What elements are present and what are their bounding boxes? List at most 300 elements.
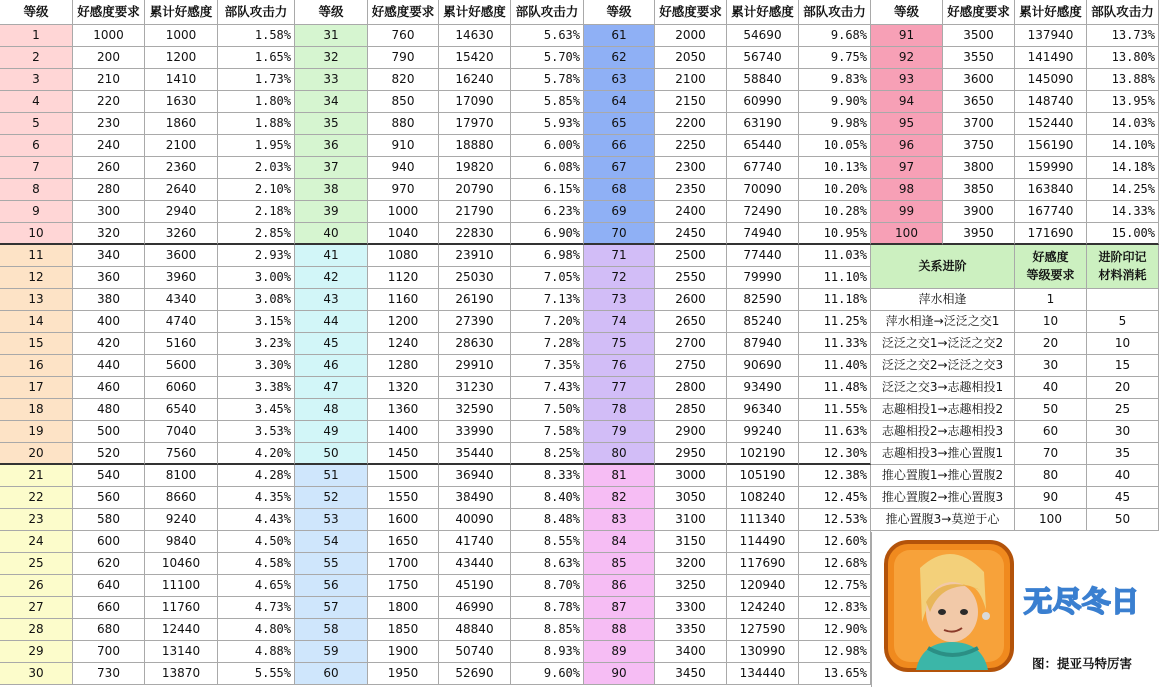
attack-cell: 2.03% (218, 157, 295, 179)
relation-material: 15 (1087, 355, 1159, 377)
affinity-req-cell: 2900 (655, 421, 727, 443)
header-cum-affinity: 累计好感度 (1015, 0, 1087, 25)
cum-affinity-cell: 58840 (727, 69, 799, 91)
cum-affinity-cell: 6540 (145, 399, 218, 421)
affinity-req-cell: 2500 (655, 245, 727, 267)
level-cell: 96 (871, 135, 943, 157)
level-cell: 63 (584, 69, 655, 91)
level-cell: 10 (0, 223, 73, 245)
level-cell: 69 (584, 201, 655, 223)
header-attack: 部队攻击力 (511, 0, 584, 25)
affinity-req-cell: 2600 (655, 289, 727, 311)
level-cell: 24 (0, 531, 73, 553)
affinity-req-cell: 680 (73, 619, 145, 641)
cum-affinity-cell: 70090 (727, 179, 799, 201)
level-cell: 38 (295, 179, 368, 201)
affinity-req-cell: 2050 (655, 47, 727, 69)
header-cum-affinity: 累计好感度 (727, 0, 799, 25)
level-cell: 35 (295, 113, 368, 135)
cum-affinity-cell: 9840 (145, 531, 218, 553)
attack-cell: 10.95% (799, 223, 871, 245)
attack-cell: 6.90% (511, 223, 584, 245)
affinity-req-cell: 1400 (368, 421, 439, 443)
cum-affinity-cell: 105190 (727, 465, 799, 487)
relation-level-req: 20 (1015, 333, 1087, 355)
affinity-req-cell: 1550 (368, 487, 439, 509)
cum-affinity-cell: 72490 (727, 201, 799, 223)
cum-affinity-cell: 74940 (727, 223, 799, 245)
affinity-req-cell: 2700 (655, 333, 727, 355)
level-cell: 15 (0, 333, 73, 355)
level-cell: 6 (0, 135, 73, 157)
relation-stage: 泛泛之交2→泛泛之交3 (871, 355, 1015, 377)
header-cum-affinity: 累计好感度 (439, 0, 511, 25)
cum-affinity-cell: 12440 (145, 619, 218, 641)
cum-affinity-cell: 36940 (439, 465, 511, 487)
level-cell: 71 (584, 245, 655, 267)
attack-cell: 11.63% (799, 421, 871, 443)
level-cell: 78 (584, 399, 655, 421)
affinity-req-cell: 520 (73, 443, 145, 465)
attack-cell: 12.38% (799, 465, 871, 487)
level-cell: 70 (584, 223, 655, 245)
attack-cell: 10.13% (799, 157, 871, 179)
affinity-req-cell: 1450 (368, 443, 439, 465)
cum-affinity-cell: 67740 (727, 157, 799, 179)
relation-stage: 泛泛之交1→泛泛之交2 (871, 333, 1015, 355)
relation-header-line: 材料消耗 (1098, 268, 1147, 282)
affinity-req-cell: 3600 (943, 69, 1015, 91)
relation-level-req: 60 (1015, 421, 1087, 443)
affinity-req-cell: 2450 (655, 223, 727, 245)
relation-stage: 志趣相投3→推心置腹1 (871, 443, 1015, 465)
level-cell: 80 (584, 443, 655, 465)
affinity-req-cell: 3650 (943, 91, 1015, 113)
attack-cell: 5.85% (511, 91, 584, 113)
attack-cell: 8.70% (511, 575, 584, 597)
cum-affinity-cell: 7040 (145, 421, 218, 443)
cum-affinity-cell: 27390 (439, 311, 511, 333)
cum-affinity-cell: 102190 (727, 443, 799, 465)
level-cell: 9 (0, 201, 73, 223)
attack-cell: 12.53% (799, 509, 871, 531)
cum-affinity-cell: 40090 (439, 509, 511, 531)
affinity-req-cell: 3550 (943, 47, 1015, 69)
level-cell: 12 (0, 267, 73, 289)
cum-affinity-cell: 43440 (439, 553, 511, 575)
attack-cell: 9.83% (799, 69, 871, 91)
affinity-req-cell: 3400 (655, 641, 727, 663)
relation-stage: 推心置腹3→莫逆于心 (871, 509, 1015, 531)
level-cell: 65 (584, 113, 655, 135)
attack-cell: 4.88% (218, 641, 295, 663)
level-cell: 84 (584, 531, 655, 553)
attack-cell: 3.53% (218, 421, 295, 443)
cum-affinity-cell: 56740 (727, 47, 799, 69)
attack-cell: 12.45% (799, 487, 871, 509)
affinity-req-cell: 280 (73, 179, 145, 201)
level-cell: 3 (0, 69, 73, 91)
cum-affinity-cell: 22830 (439, 223, 511, 245)
level-cell: 99 (871, 201, 943, 223)
cum-affinity-cell: 13140 (145, 641, 218, 663)
level-cell: 92 (871, 47, 943, 69)
attack-cell: 15.00% (1087, 223, 1159, 245)
cum-affinity-cell: 4340 (145, 289, 218, 311)
attack-cell: 11.48% (799, 377, 871, 399)
affinity-req-cell: 1040 (368, 223, 439, 245)
cum-affinity-cell: 23910 (439, 245, 511, 267)
cum-affinity-cell: 33990 (439, 421, 511, 443)
attack-cell: 9.60% (511, 663, 584, 685)
affinity-req-cell: 3100 (655, 509, 727, 531)
attack-cell: 1.73% (218, 69, 295, 91)
cum-affinity-cell: 137940 (1015, 25, 1087, 47)
cum-affinity-cell: 10460 (145, 553, 218, 575)
relation-stage: 泛泛之交3→志趣相投1 (871, 377, 1015, 399)
relation-material: 25 (1087, 399, 1159, 421)
level-cell: 16 (0, 355, 73, 377)
level-cell: 5 (0, 113, 73, 135)
cum-affinity-cell: 13870 (145, 663, 218, 685)
attack-cell: 5.63% (511, 25, 584, 47)
cum-affinity-cell: 148740 (1015, 91, 1087, 113)
level-cell: 1 (0, 25, 73, 47)
affinity-req-cell: 2300 (655, 157, 727, 179)
attack-cell: 4.65% (218, 575, 295, 597)
affinity-req-cell: 940 (368, 157, 439, 179)
attack-cell: 11.55% (799, 399, 871, 421)
cum-affinity-cell: 5160 (145, 333, 218, 355)
affinity-req-cell: 260 (73, 157, 145, 179)
level-cell: 14 (0, 311, 73, 333)
attack-cell: 12.30% (799, 443, 871, 465)
affinity-req-cell: 2550 (655, 267, 727, 289)
relation-material: 50 (1087, 509, 1159, 531)
affinity-req-cell: 3350 (655, 619, 727, 641)
level-cell: 58 (295, 619, 368, 641)
attack-cell: 2.85% (218, 223, 295, 245)
level-cell: 46 (295, 355, 368, 377)
cum-affinity-cell: 130990 (727, 641, 799, 663)
level-cell: 32 (295, 47, 368, 69)
attack-cell: 12.75% (799, 575, 871, 597)
attack-cell: 13.88% (1087, 69, 1159, 91)
affinity-req-cell: 360 (73, 267, 145, 289)
affinity-req-cell: 660 (73, 597, 145, 619)
cum-affinity-cell: 167740 (1015, 201, 1087, 223)
level-cell: 59 (295, 641, 368, 663)
affinity-req-cell: 380 (73, 289, 145, 311)
attack-cell: 5.70% (511, 47, 584, 69)
affinity-req-cell: 600 (73, 531, 145, 553)
affinity-req-cell: 700 (73, 641, 145, 663)
affinity-req-cell: 320 (73, 223, 145, 245)
level-cell: 47 (295, 377, 368, 399)
level-cell: 44 (295, 311, 368, 333)
level-cell: 50 (295, 443, 368, 465)
attack-cell: 7.43% (511, 377, 584, 399)
level-cell: 91 (871, 25, 943, 47)
level-cell: 66 (584, 135, 655, 157)
attack-cell: 10.20% (799, 179, 871, 201)
affinity-req-cell: 3950 (943, 223, 1015, 245)
attack-cell: 3.15% (218, 311, 295, 333)
attack-cell: 2.10% (218, 179, 295, 201)
affinity-req-cell: 2800 (655, 377, 727, 399)
attack-cell: 1.88% (218, 113, 295, 135)
level-cell: 87 (584, 597, 655, 619)
cum-affinity-cell: 11760 (145, 597, 218, 619)
attack-cell: 8.33% (511, 465, 584, 487)
affinity-req-cell: 580 (73, 509, 145, 531)
relation-material: 45 (1087, 487, 1159, 509)
cum-affinity-cell: 4740 (145, 311, 218, 333)
attack-cell: 7.35% (511, 355, 584, 377)
cum-affinity-cell: 25030 (439, 267, 511, 289)
relation-header-level-req (1015, 245, 1087, 289)
attack-cell: 7.13% (511, 289, 584, 311)
relation-material: 20 (1087, 377, 1159, 399)
cum-affinity-cell: 1200 (145, 47, 218, 69)
attack-cell: 3.08% (218, 289, 295, 311)
cum-affinity-cell: 35440 (439, 443, 511, 465)
attack-cell: 10.28% (799, 201, 871, 223)
cum-affinity-cell: 1630 (145, 91, 218, 113)
cum-affinity-cell: 93490 (727, 377, 799, 399)
cum-affinity-cell: 45190 (439, 575, 511, 597)
level-cell: 28 (0, 619, 73, 641)
relation-material (1087, 289, 1159, 311)
relation-stage: 推心置腹1→推心置腹2 (871, 465, 1015, 487)
attack-cell: 12.90% (799, 619, 871, 641)
level-cell: 89 (584, 641, 655, 663)
relation-level-req: 50 (1015, 399, 1087, 421)
attack-cell: 3.23% (218, 333, 295, 355)
cum-affinity-cell: 28630 (439, 333, 511, 355)
cum-affinity-cell: 8100 (145, 465, 218, 487)
attack-cell: 6.15% (511, 179, 584, 201)
affinity-req-cell: 1850 (368, 619, 439, 641)
level-cell: 27 (0, 597, 73, 619)
attack-cell: 11.25% (799, 311, 871, 333)
cum-affinity-cell: 15420 (439, 47, 511, 69)
cum-affinity-cell: 20790 (439, 179, 511, 201)
level-cell: 18 (0, 399, 73, 421)
cum-affinity-cell: 99240 (727, 421, 799, 443)
attack-cell: 11.10% (799, 267, 871, 289)
attack-cell: 11.03% (799, 245, 871, 267)
affinity-req-cell: 3000 (655, 465, 727, 487)
level-cell: 4 (0, 91, 73, 113)
cum-affinity-cell: 1860 (145, 113, 218, 135)
relation-stage: 萍水相逢 (871, 289, 1015, 311)
level-cell: 68 (584, 179, 655, 201)
relation-header-material (1087, 245, 1159, 289)
attack-cell: 14.10% (1087, 135, 1159, 157)
affinity-req-cell: 3500 (943, 25, 1015, 47)
affinity-req-cell: 2650 (655, 311, 727, 333)
relation-material: 40 (1087, 465, 1159, 487)
level-cell: 23 (0, 509, 73, 531)
level-cell: 85 (584, 553, 655, 575)
attack-cell: 8.63% (511, 553, 584, 575)
attack-cell: 8.85% (511, 619, 584, 641)
level-cell: 40 (295, 223, 368, 245)
cum-affinity-cell: 17970 (439, 113, 511, 135)
affinity-req-cell: 3150 (655, 531, 727, 553)
attack-cell: 4.80% (218, 619, 295, 641)
affinity-req-cell: 1000 (73, 25, 145, 47)
attack-cell: 2.18% (218, 201, 295, 223)
cum-affinity-cell: 32590 (439, 399, 511, 421)
affinity-req-cell: 220 (73, 91, 145, 113)
attack-cell: 7.20% (511, 311, 584, 333)
attack-cell: 7.58% (511, 421, 584, 443)
level-cell: 77 (584, 377, 655, 399)
attack-cell: 14.18% (1087, 157, 1159, 179)
level-cell: 94 (871, 91, 943, 113)
cum-affinity-cell: 2100 (145, 135, 218, 157)
cum-affinity-cell: 52690 (439, 663, 511, 685)
affinity-req-cell: 340 (73, 245, 145, 267)
attack-cell: 13.95% (1087, 91, 1159, 113)
affinity-req-cell: 1950 (368, 663, 439, 685)
header-affinity-req: 好感度要求 (73, 0, 145, 25)
level-cell: 54 (295, 531, 368, 553)
level-cell: 30 (0, 663, 73, 685)
cum-affinity-cell: 50740 (439, 641, 511, 663)
affinity-req-cell: 440 (73, 355, 145, 377)
affinity-req-cell: 2150 (655, 91, 727, 113)
attack-cell: 13.65% (799, 663, 871, 685)
affinity-req-cell: 1320 (368, 377, 439, 399)
cum-affinity-cell: 152440 (1015, 113, 1087, 135)
level-cell: 37 (295, 157, 368, 179)
attack-cell: 13.80% (1087, 47, 1159, 69)
relation-stage: 萍水相逢→泛泛之交1 (871, 311, 1015, 333)
affinity-req-cell: 2850 (655, 399, 727, 421)
affinity-req-cell: 1650 (368, 531, 439, 553)
cum-affinity-cell: 87940 (727, 333, 799, 355)
relation-material: 35 (1087, 443, 1159, 465)
attack-cell: 12.68% (799, 553, 871, 575)
affinity-req-cell: 2750 (655, 355, 727, 377)
cum-affinity-cell: 82590 (727, 289, 799, 311)
cum-affinity-cell: 29910 (439, 355, 511, 377)
level-cell: 34 (295, 91, 368, 113)
attack-cell: 5.78% (511, 69, 584, 91)
level-cell: 33 (295, 69, 368, 91)
affinity-req-cell: 300 (73, 201, 145, 223)
relation-stage: 志趣相投1→志趣相投2 (871, 399, 1015, 421)
level-cell: 56 (295, 575, 368, 597)
attack-cell: 1.58% (218, 25, 295, 47)
relation-header-line: 等级要求 (1026, 268, 1075, 282)
level-cell: 13 (0, 289, 73, 311)
affinity-req-cell: 1360 (368, 399, 439, 421)
attack-cell: 11.33% (799, 333, 871, 355)
level-cell: 88 (584, 619, 655, 641)
affinity-req-cell: 420 (73, 333, 145, 355)
affinity-req-cell: 2350 (655, 179, 727, 201)
affinity-req-cell: 2250 (655, 135, 727, 157)
affinity-req-cell: 240 (73, 135, 145, 157)
cum-affinity-cell: 127590 (727, 619, 799, 641)
level-cell: 93 (871, 69, 943, 91)
level-cell: 20 (0, 443, 73, 465)
level-cell: 72 (584, 267, 655, 289)
cum-affinity-cell: 141490 (1015, 47, 1087, 69)
cum-affinity-cell: 18880 (439, 135, 511, 157)
attack-cell: 10.05% (799, 135, 871, 157)
attack-cell: 5.93% (511, 113, 584, 135)
header-attack: 部队攻击力 (799, 0, 871, 25)
cum-affinity-cell: 3960 (145, 267, 218, 289)
header-affinity-req: 好感度要求 (943, 0, 1015, 25)
relation-header-line: 进阶印记 (1098, 250, 1147, 264)
level-cell: 61 (584, 25, 655, 47)
level-cell: 19 (0, 421, 73, 443)
affinity-req-cell: 1500 (368, 465, 439, 487)
affinity-req-cell: 850 (368, 91, 439, 113)
relation-level-req: 40 (1015, 377, 1087, 399)
attack-cell: 4.50% (218, 531, 295, 553)
level-cell: 2 (0, 47, 73, 69)
cum-affinity-cell: 111340 (727, 509, 799, 531)
attack-cell: 4.73% (218, 597, 295, 619)
level-cell: 11 (0, 245, 73, 267)
relation-level-req: 1 (1015, 289, 1087, 311)
cum-affinity-cell: 31230 (439, 377, 511, 399)
attack-cell: 7.50% (511, 399, 584, 421)
header-level: 等级 (295, 0, 368, 25)
attack-cell: 8.40% (511, 487, 584, 509)
affinity-req-cell: 400 (73, 311, 145, 333)
attack-cell: 12.98% (799, 641, 871, 663)
affinity-req-cell: 820 (368, 69, 439, 91)
cum-affinity-cell: 79990 (727, 267, 799, 289)
cum-affinity-cell: 8660 (145, 487, 218, 509)
attack-cell: 4.43% (218, 509, 295, 531)
affinity-req-cell: 3850 (943, 179, 1015, 201)
attack-cell: 6.00% (511, 135, 584, 157)
level-cell: 51 (295, 465, 368, 487)
attack-cell: 12.60% (799, 531, 871, 553)
affinity-req-cell: 1200 (368, 311, 439, 333)
level-cell: 43 (295, 289, 368, 311)
level-cell: 95 (871, 113, 943, 135)
attack-cell: 4.28% (218, 465, 295, 487)
relation-header-line: 关系进阶 (918, 259, 967, 273)
cum-affinity-cell: 171690 (1015, 223, 1087, 245)
affinity-req-cell: 2950 (655, 443, 727, 465)
affinity-req-cell: 1280 (368, 355, 439, 377)
attack-cell: 11.18% (799, 289, 871, 311)
cum-affinity-cell: 16240 (439, 69, 511, 91)
affinity-req-cell: 1600 (368, 509, 439, 531)
affinity-req-cell: 3300 (655, 597, 727, 619)
relation-header-line: 好感度 (1032, 250, 1069, 264)
affinity-req-cell: 760 (368, 25, 439, 47)
level-cell: 49 (295, 421, 368, 443)
cum-affinity-cell: 65440 (727, 135, 799, 157)
cum-affinity-cell: 114490 (727, 531, 799, 553)
relation-stage: 推心置腹2→推心置腹3 (871, 487, 1015, 509)
level-cell: 79 (584, 421, 655, 443)
attack-cell: 3.30% (218, 355, 295, 377)
attack-cell: 6.08% (511, 157, 584, 179)
